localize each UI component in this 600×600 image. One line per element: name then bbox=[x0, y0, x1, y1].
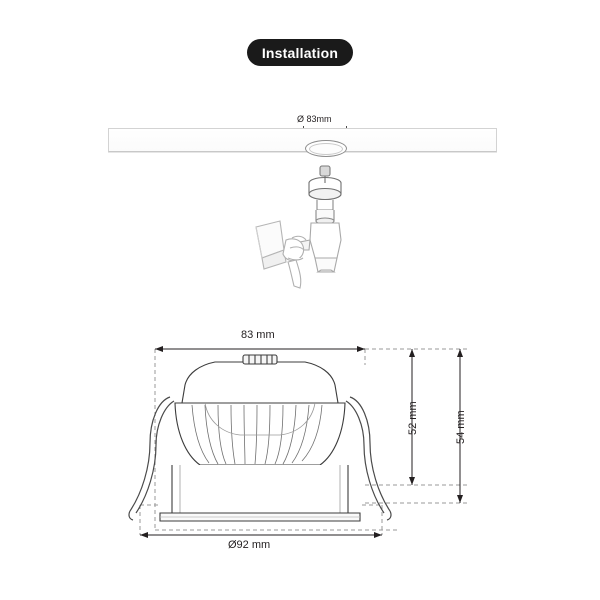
top-width-label: 83 mm bbox=[241, 329, 275, 341]
cross-section-drawing bbox=[0, 325, 600, 575]
top-width-dimension bbox=[155, 346, 365, 352]
bottom-diameter-label: Ø92 mm bbox=[228, 539, 271, 551]
inner-height-label: 52 mm bbox=[407, 401, 419, 435]
hole-diameter-label: Ø 83mm bbox=[297, 114, 332, 124]
outer-height-label: 54 mm bbox=[455, 410, 467, 444]
bottom-diameter-dimension bbox=[140, 532, 382, 538]
drill-chuck bbox=[316, 200, 334, 224]
downlight-cross-section bbox=[0, 325, 600, 575]
downlight-body bbox=[129, 355, 391, 521]
drill-illustration bbox=[0, 90, 600, 320]
hole-saw-icon bbox=[309, 166, 341, 200]
drill-battery-block bbox=[256, 221, 286, 269]
page-title: Installation bbox=[247, 39, 353, 66]
power-drill-body bbox=[299, 223, 341, 272]
ceiling-installation-scene bbox=[0, 90, 600, 320]
